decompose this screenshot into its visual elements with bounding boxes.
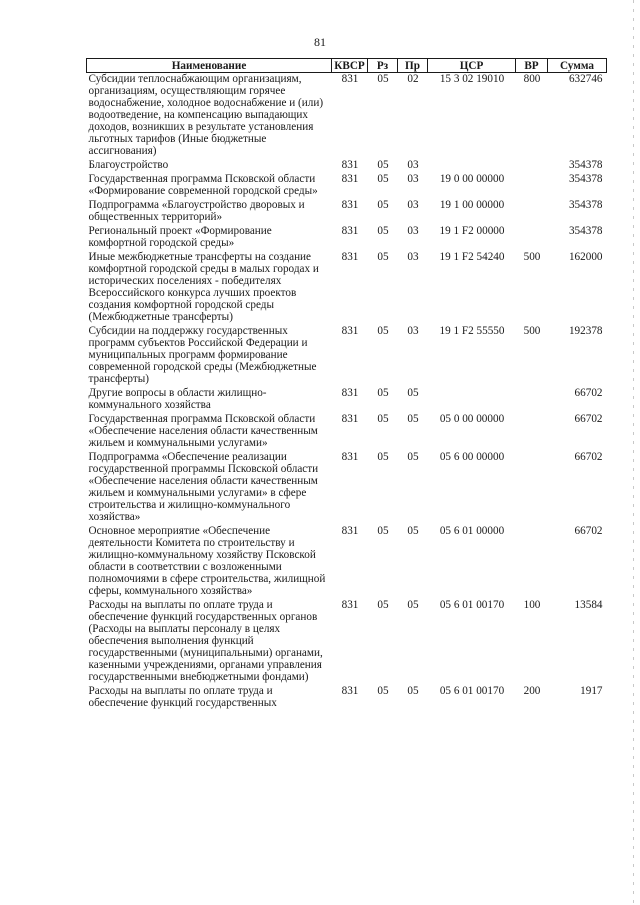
cell-csr [428, 159, 516, 173]
cell-kvsr: 831 [341, 413, 359, 425]
cell-csr: 19 1 F2 54240 [439, 251, 505, 263]
cell-csr: 05 0 00 00000 [439, 413, 505, 425]
cell-pr: 02 [407, 73, 419, 85]
header-pr: Пр [398, 59, 428, 73]
cell-name: Субсидии теплоснабжающим организациям, организациям, осуществляющим горячее водоснабжение, холодное водоснабжение и (или) водоотведение, на компенсацию выпадающих доходов, возникших в результате установления льготных тарифов (Иные бюджетные ассигнования) [88, 73, 324, 157]
cell-pr: 05 [407, 451, 419, 463]
cell-kvsr: 831 [341, 251, 359, 263]
cell-vr [516, 451, 548, 525]
cell-rz: 05 [377, 685, 389, 697]
cell-pr: 05 [407, 685, 419, 697]
cell-rz: 05 [377, 525, 389, 537]
cell-name: Подпрограмма «Благоустройство дворовых и общественных территорий» [88, 199, 305, 223]
scan-edge-line [633, 0, 634, 905]
cell-kvsr: 831 [341, 159, 359, 171]
cell-name: Государственная программа Псковской области «Обеспечение населения области качественным жильем и коммунальными услугами» [88, 413, 318, 449]
cell-name: Расходы на выплаты по оплате труда и обеспечение функций государственных [88, 685, 277, 709]
cell-pr: 03 [407, 251, 419, 263]
cell-name: Иные межбюджетные трансферты на создание комфортной городской среды в малых городах и исторических поселениях - победителях Всероссийского конкурса лучших проектов создания комфортной городской среды (Межбюджетные трансферты) [88, 251, 319, 323]
table-row [87, 413, 607, 451]
cell-rz: 05 [377, 451, 389, 463]
cell-vr: 100 [523, 599, 541, 611]
table-row [87, 325, 607, 387]
cell-rz: 05 [377, 173, 389, 185]
header-name: Наименование [87, 59, 332, 73]
cell-rz: 05 [377, 413, 389, 425]
cell-rz: 05 [377, 599, 389, 611]
table-row [87, 685, 607, 711]
cell-sum: 66702 [574, 525, 603, 537]
table-row [87, 173, 607, 199]
cell-rz: 05 [377, 225, 389, 237]
cell-sum: 66702 [574, 413, 603, 425]
cell-sum: 354378 [568, 159, 603, 171]
cell-pr: 05 [407, 599, 419, 611]
cell-pr: 03 [407, 159, 419, 171]
cell-kvsr: 831 [341, 525, 359, 537]
cell-kvsr: 831 [341, 451, 359, 463]
cell-vr [516, 159, 548, 173]
cell-csr: 05 6 00 00000 [439, 451, 505, 463]
cell-rz: 05 [377, 159, 389, 171]
table-row [87, 525, 607, 599]
cell-name: Региональный проект «Формирование комфортной городской среды» [88, 225, 272, 249]
cell-name: Расходы на выплаты по оплате труда и обеспечение функций государственных органов (Расходы на выплаты персоналу в целях обеспечения выполнения функций государственными (муниципальными) органами, казенными учреждениями, органами управления государственными внебюджетными фондами) [88, 599, 323, 683]
cell-sum: 1917 [580, 685, 603, 697]
cell-rz: 05 [377, 387, 389, 399]
table-row [87, 599, 607, 685]
cell-sum: 354378 [568, 173, 603, 185]
cell-pr: 03 [407, 225, 419, 237]
cell-csr: 19 0 00 00000 [439, 173, 505, 185]
table-row [87, 451, 607, 525]
cell-sum: 162000 [568, 251, 603, 263]
header-rz: Рз [368, 59, 398, 73]
table-row [87, 159, 607, 173]
page-number: 81 [314, 35, 326, 49]
cell-vr [516, 199, 548, 225]
cell-csr: 19 1 00 00000 [439, 199, 505, 211]
cell-vr: 500 [523, 251, 541, 263]
budget-table [86, 58, 607, 711]
cell-sum: 192378 [568, 325, 603, 337]
table-row [87, 199, 607, 225]
cell-csr: 15 3 02 19010 [439, 73, 505, 85]
cell-kvsr: 831 [341, 73, 359, 85]
cell-kvsr: 831 [341, 685, 359, 697]
cell-pr: 03 [407, 173, 419, 185]
cell-kvsr: 831 [341, 387, 359, 399]
cell-name: Основное мероприятие «Обеспечение деятельности Комитета по строительству и жилищно-коммунальному хозяйству Псковской области в соответствии с возложенными полномочиями в сфере строительства, жилищной сферы, коммунального хозяйства» [88, 525, 326, 597]
cell-csr: 19 1 F2 55550 [439, 325, 505, 337]
cell-vr [516, 387, 548, 413]
cell-csr [428, 387, 516, 413]
cell-name: Государственная программа Псковской области «Формирование современной городской среды» [88, 173, 318, 197]
cell-kvsr: 831 [341, 225, 359, 237]
table-header-row [87, 59, 607, 73]
cell-sum: 13584 [574, 599, 603, 611]
header-csr: ЦСР [428, 59, 516, 73]
cell-sum: 66702 [574, 387, 603, 399]
cell-vr: 500 [523, 325, 541, 337]
cell-sum: 632746 [568, 73, 603, 85]
cell-vr: 200 [523, 685, 541, 697]
cell-vr [516, 173, 548, 199]
cell-name: Подпрограмма «Обеспечение реализации государственной программы Псковской области «Обеспечение населения области качественным жильем и коммунальными услугами» в сфере строительства и жилищно-коммунального хозяйства» [88, 451, 319, 523]
cell-pr: 03 [407, 325, 419, 337]
table-row [87, 387, 607, 413]
cell-name: Другие вопросы в области жилищно-коммунального хозяйства [88, 387, 267, 411]
table-row [87, 73, 607, 160]
cell-pr: 05 [407, 413, 419, 425]
cell-rz: 05 [377, 73, 389, 85]
cell-rz: 05 [377, 199, 389, 211]
cell-vr [516, 225, 548, 251]
header-sum: Сумма [548, 59, 607, 73]
cell-pr: 03 [407, 199, 419, 211]
cell-kvsr: 831 [341, 173, 359, 185]
cell-csr: 05 6 01 00170 [439, 685, 505, 697]
cell-kvsr: 831 [341, 199, 359, 211]
cell-pr: 05 [407, 387, 419, 399]
header-vr: ВР [516, 59, 548, 73]
cell-sum: 354378 [568, 199, 603, 211]
cell-csr: 19 1 F2 00000 [439, 225, 505, 237]
cell-csr: 05 6 01 00000 [439, 525, 505, 537]
cell-pr: 05 [407, 525, 419, 537]
cell-vr [516, 525, 548, 599]
cell-sum: 354378 [568, 225, 603, 237]
cell-rz: 05 [377, 251, 389, 263]
cell-kvsr: 831 [341, 599, 359, 611]
table-row [87, 251, 607, 325]
cell-csr: 05 6 01 00170 [439, 599, 505, 611]
cell-name: Благоустройство [88, 159, 169, 171]
cell-kvsr: 831 [341, 325, 359, 337]
header-kvsr: КВСР [332, 59, 368, 73]
cell-rz: 05 [377, 325, 389, 337]
cell-sum: 66702 [574, 451, 603, 463]
cell-vr: 800 [523, 73, 541, 85]
cell-name: Субсидии на поддержку государственных программ субъектов Российской Федерации и муниципальных программ формирование современной городской среды (Межбюджетные трансферты) [88, 325, 317, 385]
table-row [87, 225, 607, 251]
cell-vr [516, 413, 548, 451]
